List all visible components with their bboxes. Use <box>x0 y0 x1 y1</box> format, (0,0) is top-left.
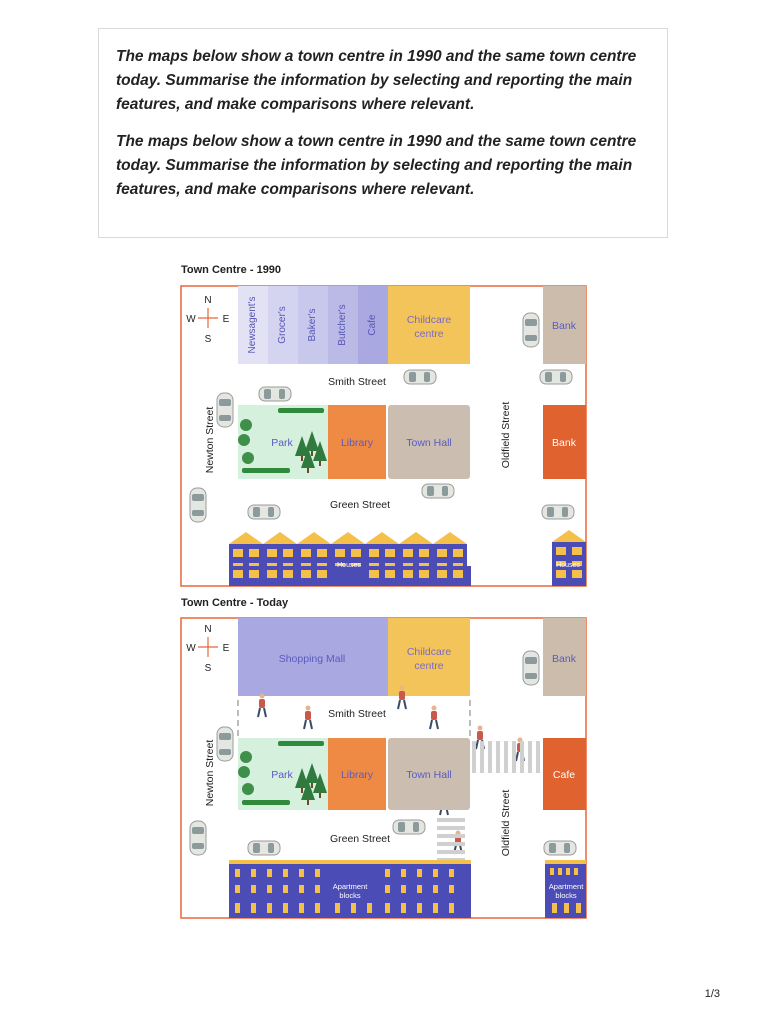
green-street-label: Green Street <box>329 499 391 511</box>
newton-street-label: Newton Street <box>204 406 216 474</box>
apartment-blocks-label: Apartment <box>332 882 368 891</box>
car <box>190 821 206 855</box>
grocers-label: Grocer's <box>277 306 288 344</box>
task-prompt-paragraph: The maps below show a town centre in 1990 and the same town centre today. Summarise the information by selecting and reporting the main features, and make comparisons where relevant. <box>116 133 637 198</box>
cafe-label: Cafe <box>552 769 576 781</box>
bakers-label: Baker's <box>307 308 318 342</box>
smith-street-label: Smith Street <box>328 708 386 720</box>
compass-e-label: E <box>222 643 230 654</box>
childcare-label: Childcare <box>406 646 452 658</box>
apartment-blocks-label: blocks <box>339 891 361 900</box>
car <box>523 651 539 685</box>
houses-label: Houses <box>337 562 361 569</box>
car <box>544 841 576 855</box>
page-number: 1/3 <box>704 988 720 1000</box>
shopping-mall-label: Shopping Mall <box>278 653 346 665</box>
compass-n-label: N <box>204 624 212 635</box>
apartment-blocks-small-label: blocks <box>555 891 577 900</box>
car <box>393 820 425 834</box>
park-label: Park <box>271 437 293 449</box>
bank-north-label: Bank <box>552 653 576 665</box>
library-label: Library <box>340 437 374 449</box>
map-title-1990: Town Centre - 1990 <box>181 264 282 276</box>
childcare-label: Childcare <box>406 314 452 326</box>
green-street-label: Green Street <box>329 833 391 845</box>
car <box>248 841 280 855</box>
oldfield-street-label: Oldfield Street <box>500 789 512 857</box>
butchers-label: Butcher's <box>337 304 348 346</box>
library-label: Library <box>340 769 374 781</box>
park-label: Park <box>271 769 293 781</box>
compass-n-label: N <box>204 295 212 306</box>
bank-east-label: Bank <box>552 437 576 449</box>
houses-small-label: Houses <box>556 562 580 569</box>
compass-e-label: E <box>222 314 230 325</box>
compass-s-label: S <box>204 334 212 345</box>
newsagents-label: Newsagent's <box>247 296 258 354</box>
newton-street-label: Newton Street <box>204 739 216 807</box>
childcare-label: centre <box>414 660 444 672</box>
town-hall-label: Town Hall <box>406 769 452 781</box>
cafe-label: Cafe <box>367 314 378 336</box>
compass-s-label: S <box>204 663 212 674</box>
task-prompt-paragraph: The maps below show a town centre in 1990 and the same town centre today. Summarise the information by selecting and reporting the main features, and make comparisons where relevant. <box>116 48 637 113</box>
car <box>217 727 233 761</box>
map-title-today: Town Centre - Today <box>181 597 289 609</box>
oldfield-street-label: Oldfield Street <box>500 401 512 469</box>
childcare-label: centre <box>414 328 444 340</box>
apartment-blocks-small-label: Apartment <box>548 882 584 891</box>
bank-north-label: Bank <box>552 320 576 332</box>
compass-w-label: W <box>186 643 196 654</box>
smith-street-label: Smith Street <box>328 376 386 388</box>
compass-w-label: W <box>186 314 196 325</box>
town-hall-label: Town Hall <box>406 437 452 449</box>
zebra-crossing <box>472 741 540 773</box>
